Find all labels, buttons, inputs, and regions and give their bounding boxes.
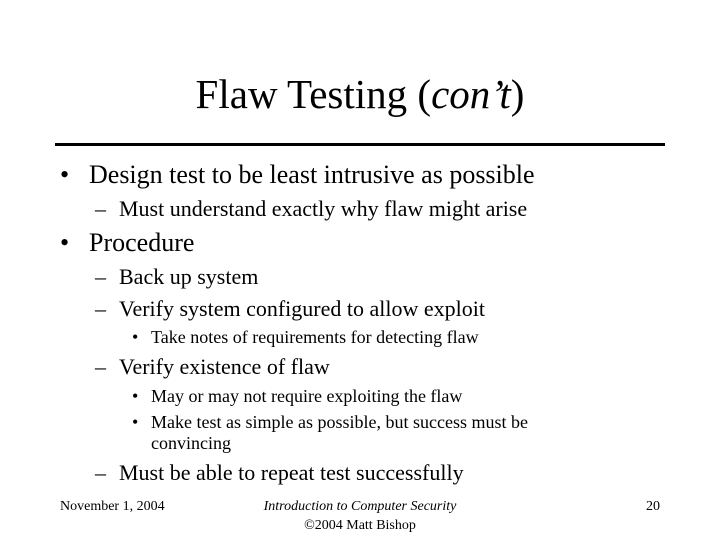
subbullet-text: Verify existence of flaw xyxy=(119,354,330,379)
slide-title xyxy=(0,70,720,118)
subsubbullet-text: Make test as simple as possible, but success must be xyxy=(151,412,528,432)
bullet-text: Design test to be least intrusive as possible xyxy=(89,160,535,189)
footer-course: Introduction to Computer Security xyxy=(263,499,457,514)
bullet-mark: • xyxy=(60,228,70,257)
title-italic: con’t xyxy=(431,71,511,117)
page-number: 20 xyxy=(646,499,660,514)
footer-copyright: ©2004 Matt Bishop xyxy=(304,518,416,533)
small-bullet-mark: • xyxy=(132,327,139,347)
subsubbullet-text: convincing xyxy=(151,433,231,453)
subbullet-text: Must be able to repeat test successfully xyxy=(119,460,464,485)
dash-mark: – xyxy=(95,354,106,379)
subsubbullet-text: Take notes of requirements for detecting flaw xyxy=(151,327,479,347)
subbullet-text: Verify system configured to allow exploit xyxy=(119,296,485,321)
footer-center xyxy=(210,497,510,535)
dash-mark: – xyxy=(95,196,106,221)
title-divider xyxy=(55,143,665,146)
dash-mark: – xyxy=(95,264,106,289)
bullet-text: Procedure xyxy=(89,228,195,257)
small-bullet-mark: • xyxy=(132,386,139,406)
dash-mark: – xyxy=(95,460,106,485)
title-main: Flaw Testing ( xyxy=(195,71,432,117)
title-close: ) xyxy=(510,71,525,117)
subsubbullet-text: May or may not require exploiting the flaw xyxy=(151,386,463,406)
small-bullet-mark: • xyxy=(132,412,139,432)
subbullet-text: Must understand exactly why flaw might arise xyxy=(119,196,528,221)
subbullet-text: Back up system xyxy=(119,264,259,289)
dash-mark: – xyxy=(95,296,106,321)
footer-date: November 1, 2004 xyxy=(60,499,165,514)
bullet-mark: • xyxy=(60,160,70,189)
